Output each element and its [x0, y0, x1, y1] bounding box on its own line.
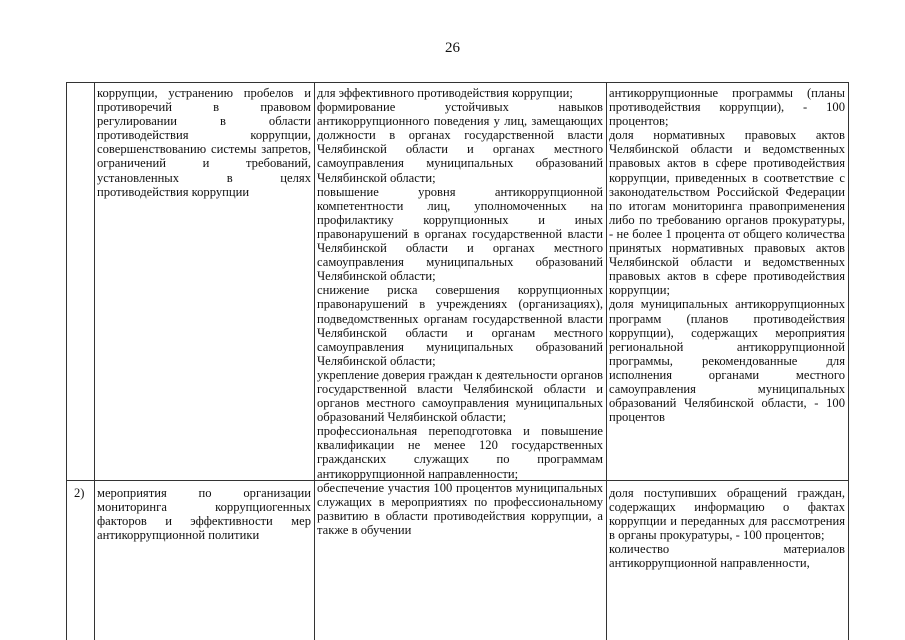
results-cell: [317, 86, 603, 537]
result-item: обеспечение участия 100 процентов муниципальных служащих в мероприятиях по профессиональному развитию в области противодействия коррупции, а также в обучении: [317, 480, 603, 537]
indicator-item: доля поступивших обращений граждан, содержащих информацию о фактах коррупции и переданных для рассмотрения в органы прокуратуры, - 100 процентов;: [609, 486, 845, 543]
column-divider-1: [94, 82, 95, 640]
result-item: профессиональная переподготовка и повышение квалификации не менее 120 государственных гражданских служащих по программам антикоррупционной направленности;: [317, 424, 603, 481]
task-text: коррупции, устранению пробелов и противоречий в правовом регулировании в области противодействия коррупции, совершенствованию системы запретов, ограничений и требований, установленных в целях противодействия коррупции: [97, 86, 311, 199]
indicators-cell: [609, 486, 845, 571]
result-item: укрепление доверия граждан к деятельности органов государственной власти Челябинской области и органов местного самоуправления муниципальных образований Челябинской области;: [317, 367, 603, 425]
task-cell: [97, 86, 311, 199]
table-top-border: [66, 82, 849, 83]
column-divider-3: [606, 82, 607, 640]
table-right-border: [848, 82, 849, 640]
indicator-item: доля муниципальных антикоррупционных программ (планов противодействия коррупции), содержащих мероприятия региональной антикоррупционной программы, рекомендованные для исполнения органами местного самоуправления муниципальных образований Челябинской области, - 100 процентов: [609, 297, 845, 425]
task-text: мероприятия по организации мониторинга коррупциогенных факторов и эффективности мер антикоррупционной политики: [97, 486, 311, 543]
indicator-item: доля нормативных правовых актов Челябинской области и ведомственных правовых актов в сфере противодействия коррупции, приведенных в соответствие с законодательством Российской Федерации по итогам мониторинга правоприменения либо по требованию органов прокуратуры, - не более 1 процента от общего количества принятых нормативных правовых актов Челябинской области и ведомственных правовых актов в сфере противодействия коррупции;: [609, 128, 845, 298]
indicator-item: антикоррупционные программы (планы противодействия коррупции), - 100 процентов;: [609, 86, 845, 129]
result-item: формирование устойчивых навыков антикоррупционного поведения у лиц, замещающих должности в органах государственной власти Челябинской области и органах местного самоуправления муниципальных образований Челябинской области;: [317, 100, 603, 185]
indicator-item: количество материалов антикоррупционной направленности,: [609, 542, 845, 571]
task-cell: [97, 486, 311, 542]
row-number: 2): [74, 486, 85, 500]
result-item: повышение уровня антикоррупционной компетентности лиц, уполномоченных на профилактику коррупционных и иных правонарушений в органах государственной власти Челябинской области и органах местного самоуправления муниципальных образований Челябинской области;: [317, 184, 603, 284]
indicators-cell: [609, 86, 845, 424]
column-divider-2: [314, 82, 315, 640]
table-left-border: [66, 82, 67, 640]
page-number: 26: [445, 40, 460, 56]
result-item: для эффективного противодействия коррупции;: [317, 86, 573, 100]
result-item: снижение риска совершения коррупционных правонарушений в учреждениях (организациях), подведомственных органам государственной власти Челябинской области и органам местного самоуправления муниципальных образований Челябинской области;: [317, 283, 603, 368]
